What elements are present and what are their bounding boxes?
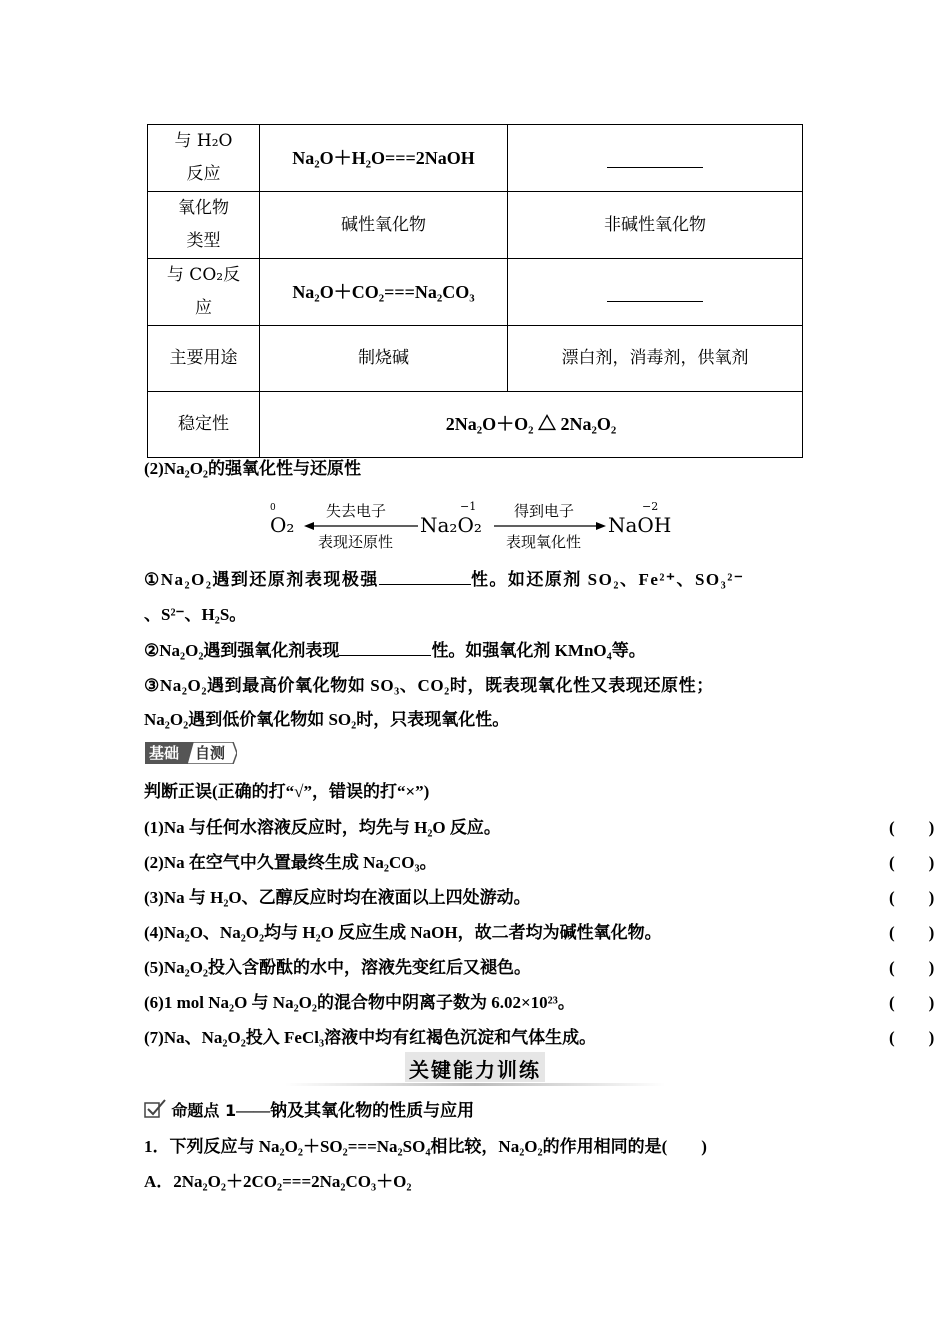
question-stem: 1．下列反应与 Na₂O₂＋SO₂===Na₂SO₄相比较，Na₂O₂的作用相同的是( ) xyxy=(144,1137,707,1156)
arrow-right-head xyxy=(596,522,606,530)
cell-na2o2: 非碱性氧化物 xyxy=(508,192,803,259)
answer-paren[interactable]: ( ) xyxy=(889,818,935,837)
left-top-label: 失去电子 xyxy=(326,502,387,520)
right-top-label: 得到电子 xyxy=(514,502,575,520)
judge-item: (3)Na 与 H₂O、乙醇反应时均在液面以上四处游动。 ( ) xyxy=(144,881,803,915)
ox-state-mid: −1 xyxy=(460,500,477,513)
item-1-line: ①Na₂O₂遇到还原剂表现极强 性。如还原剂 SO₂、Fe²⁺、SO₃²⁻ xyxy=(144,570,745,589)
table-row xyxy=(148,392,803,458)
cell-na2o2-blank xyxy=(508,125,803,192)
judge-item: (1)Na 与任何水溶液反应时，均先与 H₂O 反应。 ( ) xyxy=(144,811,803,845)
species-mid: Na₂O₂ xyxy=(420,513,482,537)
section-banner xyxy=(285,1050,665,1086)
answer-blank xyxy=(607,151,703,168)
ox-state-left: 0 xyxy=(270,503,276,513)
item-3-cont: Na₂O₂遇到低价氧化物如 SO₂时，只表现氧化性。 xyxy=(144,710,510,729)
self-test-badge: 基础 自测 xyxy=(145,742,237,764)
item-3-line: ③Na₂O₂遇到最高价氧化物如 SO₃、CO₂时，既表现氧化性又表现还原性； xyxy=(144,676,714,695)
judge-item: (7)Na、Na₂O₂投入 FeCl₃溶液中均有红褐色沉淀和气体生成。 ( ) xyxy=(144,1021,803,1055)
cell-na2o: 制烧碱 xyxy=(260,326,508,392)
ox-state-right: −2 xyxy=(642,500,659,513)
checkbox-icon xyxy=(144,1099,166,1119)
right-bottom-label: 表现氧化性 xyxy=(506,533,582,551)
topic-text: ——钠及其氧化物的性质与应用 xyxy=(236,1101,475,1120)
judge-item: (6)1 mol Na₂O 与 Na₂O₂的混合物中阴离子数为 6.02×10²³。 ( ) xyxy=(144,986,803,1020)
section-heading: (2)Na₂O₂的强氧化性与还原性 xyxy=(144,459,362,478)
answer-paren[interactable]: ( ) xyxy=(889,1028,935,1047)
answer-blank xyxy=(379,570,471,585)
answer-blank xyxy=(607,285,703,302)
row-header: 稳定性 xyxy=(148,392,260,458)
judge-instruction: 判断正误(正确的打“√”，错误的打“×”) xyxy=(144,782,430,801)
topic-line xyxy=(144,1094,474,1128)
table-row xyxy=(148,192,803,259)
table-row xyxy=(148,326,803,392)
species-right: NaOH xyxy=(608,513,672,537)
cell-na2o: Na₂O＋H₂O===2NaOH xyxy=(260,125,508,192)
stability-equation: 2Na₂O＋O₂ △ 2Na₂O₂ xyxy=(260,392,803,458)
topic-label: 命题点 1 xyxy=(171,1101,237,1120)
cell-na2o2-blank xyxy=(508,259,803,326)
answer-blank xyxy=(339,641,431,656)
judge-item: (4)Na₂O、Na₂O₂均与 H₂O 反应生成 NaOH，故二者均为碱性氧化物。 ( ) xyxy=(144,916,803,950)
answer-paren[interactable]: ( ) xyxy=(889,993,935,1012)
item-1-cont: 、S²⁻、H₂S。 xyxy=(144,605,247,624)
redox-diagram xyxy=(260,496,690,556)
judge-item: (2)Na 在空气中久置最终生成 Na₂CO₃。 ( ) xyxy=(144,846,803,880)
row-header: 主要用途 xyxy=(148,326,260,392)
option-a: A．2Na₂O₂＋2CO₂===2Na₂CO₃＋O₂ xyxy=(144,1172,412,1191)
judge-item: (5)Na₂O₂投入含酚酞的水中，溶液先变红后又褪色。 ( ) xyxy=(144,951,803,985)
answer-paren[interactable]: ( ) xyxy=(889,888,935,907)
left-bottom-label: 表现还原性 xyxy=(318,533,394,551)
answer-paren[interactable]: ( ) xyxy=(889,853,935,872)
table-row xyxy=(148,125,803,192)
answer-paren[interactable]: ( ) xyxy=(889,923,935,942)
table-row xyxy=(148,259,803,326)
answer-paren[interactable]: ( ) xyxy=(889,958,935,977)
species-left: O₂ xyxy=(270,513,295,537)
row-header: 与 H₂O 反应 xyxy=(148,125,260,192)
item-2-line: ②Na₂O₂遇到强氧化剂表现 性。如强氧化剂 KMnO₄等。 xyxy=(144,641,646,660)
cell-na2o2: 漂白剂，消毒剂，供氧剂 xyxy=(508,326,803,392)
row-header: 氧化物 类型 xyxy=(148,192,260,259)
cell-na2o: Na₂O＋CO₂===Na₂CO₃ xyxy=(260,259,508,326)
section-title: 关键能力训练 xyxy=(409,1058,541,1082)
comparison-table xyxy=(147,124,803,458)
row-header: 与 CO₂反 应 xyxy=(148,259,260,326)
arrow-left-head xyxy=(304,522,314,530)
cell-na2o: 碱性氧化物 xyxy=(260,192,508,259)
